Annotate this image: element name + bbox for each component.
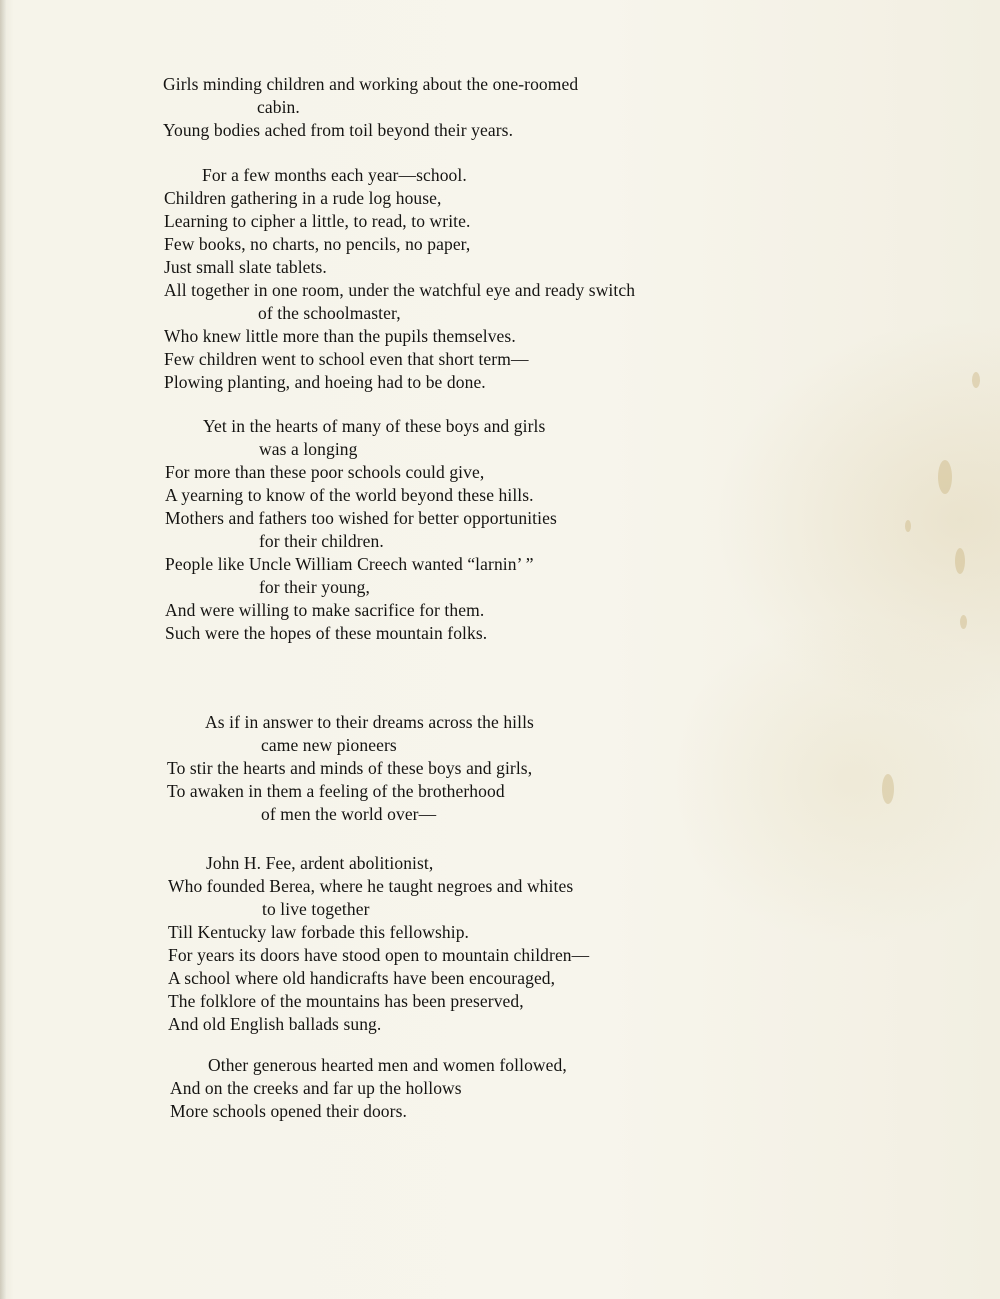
poem-line: Just small slate tablets.	[164, 257, 327, 277]
poem-line: Yet in the hearts of many of these boys and girls	[203, 416, 546, 436]
poem-line: John H. Fee, ardent abolitionist,	[206, 853, 434, 873]
poem-line: Few books, no charts, no pencils, no paper,	[164, 234, 471, 254]
poem-line: Girls minding children and working about the one-roomed	[163, 74, 579, 94]
poem-line: Such were the hopes of these mountain folks.	[165, 623, 488, 643]
poem-line: Learning to cipher a little, to read, to write.	[164, 211, 471, 231]
poem-line: More schools opened their doors.	[170, 1101, 407, 1121]
poem-line: A yearning to know of the world beyond these hills.	[165, 485, 534, 505]
poem-line: For more than these poor schools could give,	[165, 462, 485, 482]
poem-line: Few children went to school even that short term—	[164, 349, 529, 369]
poem-line: Who founded Berea, where he taught negroes and whites	[168, 876, 574, 896]
poem-line: Young bodies ached from toil beyond their years.	[163, 120, 514, 140]
poem-line: The folklore of the mountains has been preserved,	[168, 991, 524, 1011]
poem-line: All together in one room, under the watchful eye and ready switch	[164, 280, 636, 300]
poem-line: of the schoolmaster,	[258, 303, 401, 323]
poem-line: cabin.	[257, 97, 300, 117]
poem-line: to live together	[262, 899, 370, 919]
poem-line: came new pioneers	[261, 735, 397, 755]
poem-line: Children gathering in a rude log house,	[164, 188, 442, 208]
poem-line: Who knew little more than the pupils themselves.	[164, 326, 516, 346]
poem-line: And old English ballads sung.	[168, 1014, 382, 1034]
poem-line: for their children.	[259, 531, 384, 551]
poem-line: To awaken in them a feeling of the brotherhood	[167, 781, 505, 801]
poem-line: People like Uncle William Creech wanted “larnin’ ”	[165, 554, 534, 574]
poem-line: Mothers and fathers too wished for better opportunities	[165, 508, 557, 528]
poem-line: For years its doors have stood open to mountain children—	[168, 945, 590, 965]
poem-line: And on the creeks and far up the hollows	[170, 1078, 462, 1098]
poem-line: for their young,	[259, 577, 370, 597]
poem-line: Plowing planting, and hoeing had to be done.	[164, 372, 486, 392]
poem-line: As if in answer to their dreams across the hills	[205, 712, 534, 732]
poem-line: And were willing to make sacrifice for them.	[165, 600, 485, 620]
poem-line: of men the world over—	[261, 804, 437, 824]
poem-line: Till Kentucky law forbade this fellowship.	[168, 922, 470, 942]
poem-line: was a longing	[259, 439, 358, 459]
poem-line: A school where old handicrafts have been encouraged,	[168, 968, 556, 988]
poem-line: To stir the hearts and minds of these boys and girls,	[167, 758, 533, 778]
poem-line: For a few months each year—school.	[202, 165, 467, 185]
poem-line: Other generous hearted men and women followed,	[208, 1055, 567, 1075]
